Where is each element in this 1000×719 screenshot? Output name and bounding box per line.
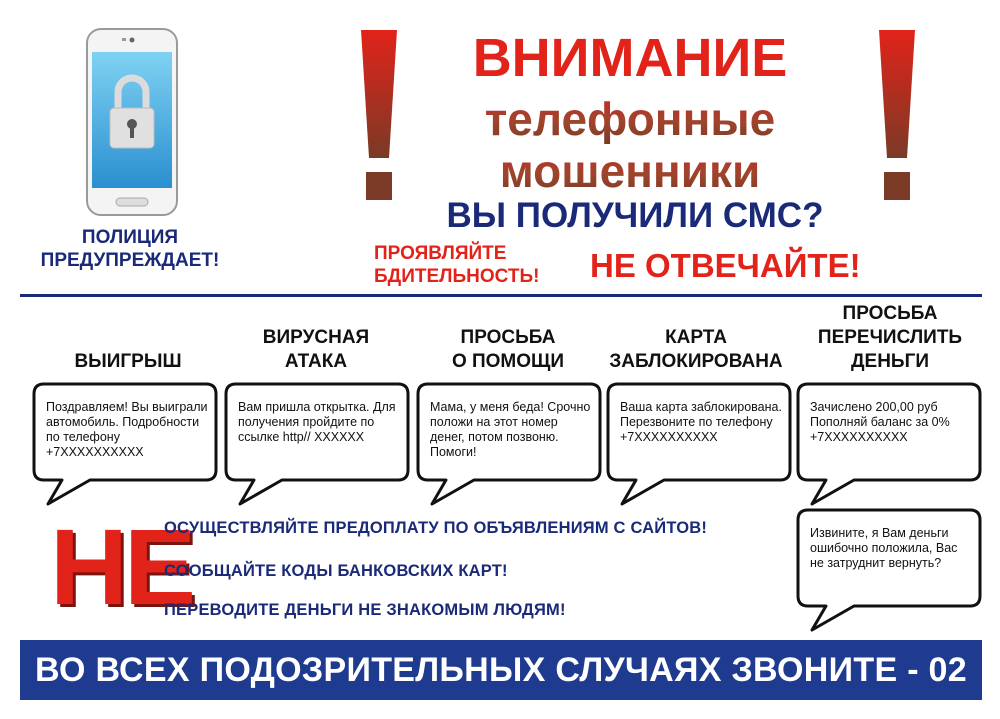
warning-subtitle-1: телефонные — [420, 94, 840, 144]
sms-message: Ваша карта заблокирована. Перезвоните по телефону +7XXXXXXXXXX — [620, 400, 782, 444]
scam-title: ВЫИГРЫШ — [74, 351, 182, 372]
sms-bubble — [794, 380, 984, 510]
scam-title: КАРТА ЗАБЛОКИРОВАНА — [609, 327, 783, 372]
sms-message: Поздравляем! Вы выиграли автомобиль. Подробности по телефону +7XXXXXXXXXX — [46, 400, 208, 459]
scam-title: ПРОСЬБА ПЕРЕЧИСЛИТЬ ДЕНЬГИ — [817, 303, 963, 372]
sms-bubble — [414, 380, 604, 510]
warning-subtitle-2: мошенники — [420, 146, 840, 196]
rule-item: СООБЩАЙТЕ КОДЫ БАНКОВСКИХ КАРТ! — [164, 562, 508, 580]
scam-title: ВИРУСНАЯ АТАКА — [262, 327, 370, 372]
police-warns-text: ПОЛИЦИЯ ПРЕДУПРЕЖДАЕТ! — [40, 227, 220, 271]
do-not-reply-text: НЕ ОТВЕЧАЙТЕ! — [590, 247, 861, 284]
rule-item: ПЕРЕВОДИТЕ ДЕНЬГИ НЕ ЗНАКОМЫМ ЛЮДЯМ! — [164, 601, 566, 619]
sms-bubble — [30, 380, 220, 510]
sms-message: Извините, я Вам деньги ошибочно положила, Вас не затруднит вернуть? — [810, 526, 958, 570]
exclamation-icon — [357, 30, 401, 202]
phone-lock-icon — [86, 28, 178, 216]
sms-message: Мама, у меня беда! Срочно положи на этот номер денег, потом позвоню. Помоги! — [430, 400, 591, 459]
vigilance-text: ПРОЯВЛЯЙТЕ БДИТЕЛЬНОСТЬ! — [374, 243, 540, 287]
sms-message: Зачислено 200,00 руб Пополняй баланс за 0% +7XXXXXXXXXX — [810, 400, 950, 444]
divider — [20, 294, 982, 297]
exclamation-icon — [875, 30, 919, 202]
sms-bubble — [222, 380, 412, 510]
footer-banner — [20, 640, 982, 700]
rule-item: ОСУЩЕСТВЛЯЙТЕ ПРЕДОПЛАТУ ПО ОБЪЯВЛЕНИЯМ С САЙТОВ! — [164, 519, 708, 537]
warning-title: ВНИМАНИЕ — [472, 28, 788, 88]
footer-text: ВО ВСЕХ ПОДОЗРИТЕЛЬНЫХ СЛУЧАЯХ ЗВОНИТЕ - 02 — [35, 651, 967, 689]
ne-heading: НЕ — [50, 506, 193, 627]
sms-bubble — [604, 380, 794, 510]
scam-title: ПРОСЬБА О ПОМОЩИ — [451, 327, 565, 372]
sms-bubble — [794, 506, 984, 636]
sms-message: Вам пришла открытка. Для получения пройдите по ссылке http// XXXXXX — [238, 400, 396, 444]
sms-question: ВЫ ПОЛУЧИЛИ СМС? — [446, 196, 824, 235]
